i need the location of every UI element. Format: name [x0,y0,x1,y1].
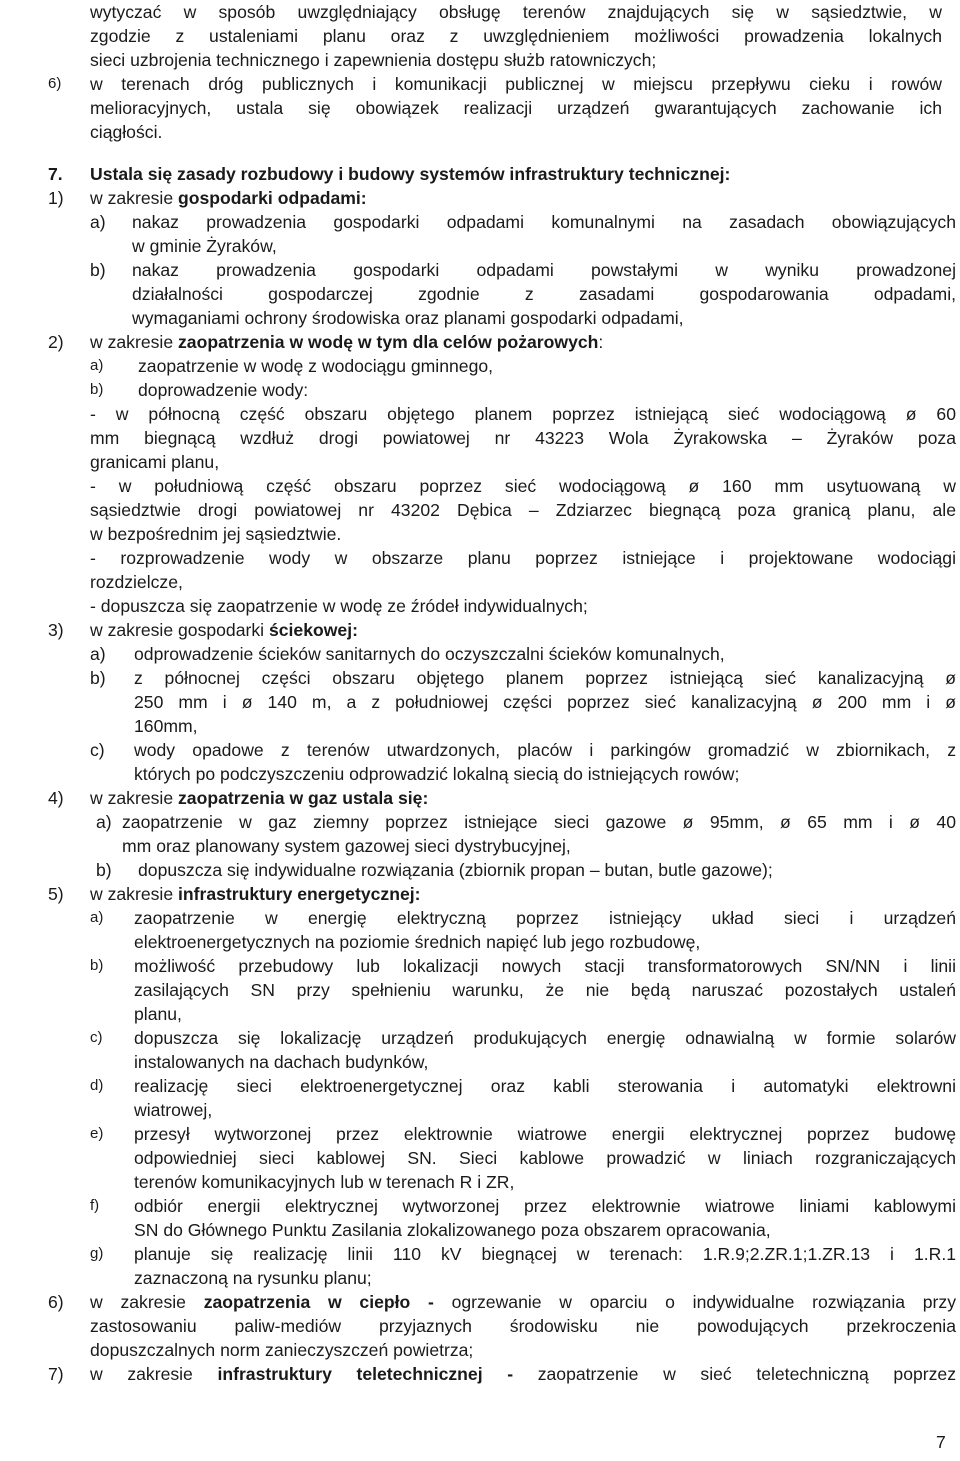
text-segment: w bezpośrednim jej sąsiedztwie. [90,524,342,544]
text-line [90,402,956,426]
text-segment: wiatrowej, [134,1100,213,1120]
text-segment: rozdzielcze, [90,572,183,592]
text-segment: możliwość przebudowy lub lokalizacji nowych stacji transformatorowych SN/NN i linii [134,956,956,976]
list-marker: a) [90,644,106,664]
text-line [90,96,942,120]
list-marker: 7. [48,164,63,184]
text-line [90,1362,956,1386]
bold-segment: infrastruktury teletechnicznej - [217,1364,514,1384]
list-marker: c) [90,740,105,760]
text-line [134,714,956,738]
text-segment: granicami planu, [90,452,220,472]
text-line [90,1290,956,1314]
list-marker: 4) [48,788,64,808]
text-line [90,48,942,72]
list-marker: b) [90,381,104,398]
text-segment: przesył wytworzonej przez elektrownie wiatrowe energii elektrycznej poprzez budowę [134,1124,956,1144]
text-segment: elektroenergetycznych na poziomie średnich napięć lub jego rozbudowę, [134,932,701,952]
text-line [90,426,956,450]
text-line [90,24,942,48]
list-marker: a) [90,212,106,232]
list-marker: a) [90,909,104,926]
text-segment: mm biegnącą wzdłuż drogi powiatowej nr 43223 Wola Żyrakowska – Żyraków poza [90,428,956,448]
text-segment: - rozprowadzenie wody w obszarze planu poprzez istniejące i projektowane wodociągi [90,548,956,568]
text-segment: w terenach dróg publicznych i komunikacji publicznej w miejscu przepływu cieku i rowów [90,74,942,94]
text-line [90,0,942,24]
text-line [90,786,942,810]
text-line [90,618,942,642]
list-marker: d) [90,1077,104,1094]
text-segment: instalowanych na dachach budynków, [134,1052,429,1072]
text-line [138,858,938,882]
text-segment: - dopuszcza się zaopatrzenie w wodę ze źródeł indywidualnych; [90,596,588,616]
text-line [90,522,956,546]
text-segment: 160mm, [134,716,198,736]
text-segment: zaopatrzenie w energię elektryczną poprzez istniejący układ sieci i urządzeń [134,908,956,928]
text-segment: dopuszcza się lokalizację urządzeń produkujących energię odnawialną w formie solarów [134,1028,956,1048]
text-line [134,930,956,954]
text-line [90,162,942,186]
text-segment: zaopatrzenie w gaz ziemny poprzez istniejące sieci gazowe ø 95mm, ø 65 mm i ø 40 [122,812,956,832]
text-line [90,186,942,210]
list-marker: b) [96,860,112,880]
text-line [90,72,942,96]
text-segment: zgodzie z ustaleniami planu oraz z uwzględnieniem możliwości prowadzenia lokalnych [90,26,942,46]
text-line [134,762,956,786]
list-marker: 7) [48,1364,64,1384]
text-line [138,354,938,378]
text-line [122,810,956,834]
text-segment: - w południową część obszaru poprzez sieć wodociągową ø 160 mm usytuowaną w [90,476,956,496]
text-line [134,642,956,666]
text-segment: zasilających SN przy spełnieniu warunku, że nie będą naruszać pozostałych ustaleń [134,980,956,1000]
text-segment: realizację sieci elektroenergetycznej oraz kabli sterowania i automatyki elektrowni [134,1076,956,1096]
list-marker: g) [90,1245,104,1262]
text-segment: planuje się realizację linii 110 kV biegnącej w terenach: 1.R.9;2.ZR.1;1.ZR.13 i 1.R.1 [134,1244,956,1264]
text-segment: melioracyjnych, ustala się obowiązek realizacji urządzeń gwarantujących zachowanie ich [90,98,942,118]
text-segment: zaopatrzenie w wodę z wodociągu gminnego, [138,356,494,376]
text-segment: w gminie Żyraków, [132,236,277,256]
text-line [134,690,956,714]
text-line [90,882,942,906]
text-line [134,1242,956,1266]
text-line [90,498,956,522]
page-number: 7 [936,1432,946,1452]
text-line [132,210,956,234]
text-line [134,666,956,690]
bold-segment: zaopatrzenia w gaz ustala się: [178,788,429,808]
text-segment: w zakresie [90,332,178,352]
text-line [132,306,956,330]
text-segment: SN do Głównego Punktu Zasilania zlokalizowanego poza obszarem opracowania, [134,1220,771,1240]
text-line [134,1050,956,1074]
text-line [90,450,956,474]
text-segment: w zakresie [90,884,178,904]
list-marker: c) [90,1029,103,1046]
text-line [134,1146,956,1170]
text-segment: wody opadowe z terenów utwardzonych, placów i parkingów gromadzić w zbiornikach, z [134,740,956,760]
text-segment: w zakresie [90,188,178,208]
text-segment: terenów komunikacyjnych lub w terenach R i ZR, [134,1172,515,1192]
text-segment: odpowiedniej sieci kablowej SN. Sieci kablowe prowadzić w liniach rozgraniczających [134,1148,956,1168]
list-marker: f) [90,1197,100,1214]
text-segment: sąsiedztwie drogi powiatowej nr 43202 Dębica – Zdziarzec biegnącą poza granicą planu, ale [90,500,956,520]
list-marker: 1) [48,188,64,208]
text-line [90,570,956,594]
text-line [134,1218,956,1242]
list-marker: b) [90,668,106,688]
text-segment: z północnej części obszaru objętego planem poprzez istniejącą sieć kanalizacyjną ø [134,668,956,688]
list-marker: 2) [48,332,64,352]
text-segment: nakaz prowadzenia gospodarki odpadami komunalnymi na zasadach obowiązujących [132,212,956,232]
text-segment: wymaganiami ochrony środowiska oraz planami gospodarki odpadami, [132,308,684,328]
list-marker: 5) [48,884,64,904]
text-segment: w zakresie [90,788,178,808]
text-line [134,1098,956,1122]
text-line [90,594,956,618]
text-line [134,1002,956,1026]
text-segment: zaopatrzenie w sieć teletechniczną poprzez [513,1364,957,1384]
text-line [134,1266,956,1290]
list-marker: e) [90,1125,104,1142]
list-marker: a) [90,357,104,374]
text-segment: odbiór energii elektrycznej wytworzonej przez elektrownie wiatrowe liniami kablowymi [134,1196,956,1216]
text-segment: ogrzewanie w oparciu o indywidualne rozwiązania przy [433,1292,956,1312]
text-segment: dopuszcza się indywidualne rozwiązania (zbiornik propan – butan, butle gazowe); [138,860,773,880]
text-line [134,1194,956,1218]
text-line [90,120,942,144]
bold-segment: ściekowej: [268,620,358,640]
text-line [90,546,956,570]
text-line [122,834,956,858]
text-segment: działalności gospodarczej zgodnie z zasadami gospodarowania odpadami, [132,284,956,304]
text-segment: zastosowaniu paliw-mediów przyjaznych środowisku nie powodujących przekroczenia [90,1316,956,1336]
text-segment: : [598,332,604,352]
text-segment: nakaz prowadzenia gospodarki odpadami powstałymi w wyniku prowadzonej [132,260,956,280]
text-segment: 250 mm i ø 140 m, a z południowej części poprzez sieć kanalizacyjną ø 200 mm i ø [134,692,956,712]
bold-segment: infrastruktury energetycznej: [178,884,421,904]
text-segment: zaznaczoną na rysunku planu; [134,1268,372,1288]
text-segment: których po podczyszczeniu odprowadzić lokalną siecią do istniejących rowów; [134,764,740,784]
bold-segment: zaopatrzenia w ciepło - [203,1292,434,1312]
text-segment: mm oraz planowany system gazowej sieci dystrybucyjnej, [122,836,571,856]
text-segment: w zakresie [90,1364,218,1384]
text-segment: w zakresie [90,1292,204,1312]
text-segment: sieci uzbrojenia technicznego i zapewnienia dostępu służb ratowniczych; [90,50,657,70]
text-segment: dopuszczalnych norm zanieczyszczeń powietrza; [90,1340,474,1360]
text-line [134,1074,956,1098]
text-line [134,978,956,1002]
text-line [134,1026,956,1050]
text-line [132,234,956,258]
text-segment: odprowadzenie ścieków sanitarnych do oczyszczalni ścieków komunalnych, [134,644,725,664]
bold-segment: Ustala się zasady rozbudowy i budowy systemów infrastruktury technicznej: [90,164,731,184]
text-line [132,258,956,282]
text-segment: ciągłości. [90,122,163,142]
list-marker: 6) [48,1292,64,1312]
text-line [134,1122,956,1146]
text-line [134,954,956,978]
list-marker: b) [90,260,106,280]
text-segment: wytyczać w sposób uwzględniający obsługę terenów znajdujących się w sąsiedztwie, w [90,2,942,22]
text-line [134,738,956,762]
text-line [138,378,938,402]
list-marker: a) [96,812,112,832]
text-segment: planu, [134,1004,182,1024]
bold-segment: gospodarki odpadami: [178,188,367,208]
text-line [134,906,956,930]
text-segment: doprowadzenie wody: [138,380,309,400]
text-segment: w zakresie gospodarki [90,620,269,640]
text-line [132,282,956,306]
text-line [90,330,942,354]
text-line [90,1314,956,1338]
bold-segment: zaopatrzenia w wodę w tym dla celów pożarowych [178,332,599,352]
text-line [134,1170,956,1194]
text-line [90,1338,956,1362]
list-marker: 6) [48,75,62,92]
text-line [90,474,956,498]
list-marker: 3) [48,620,64,640]
list-marker: b) [90,957,104,974]
text-segment: - w północną część obszaru objętego planem poprzez istniejącą sieć wodociągową ø 60 [90,404,956,424]
